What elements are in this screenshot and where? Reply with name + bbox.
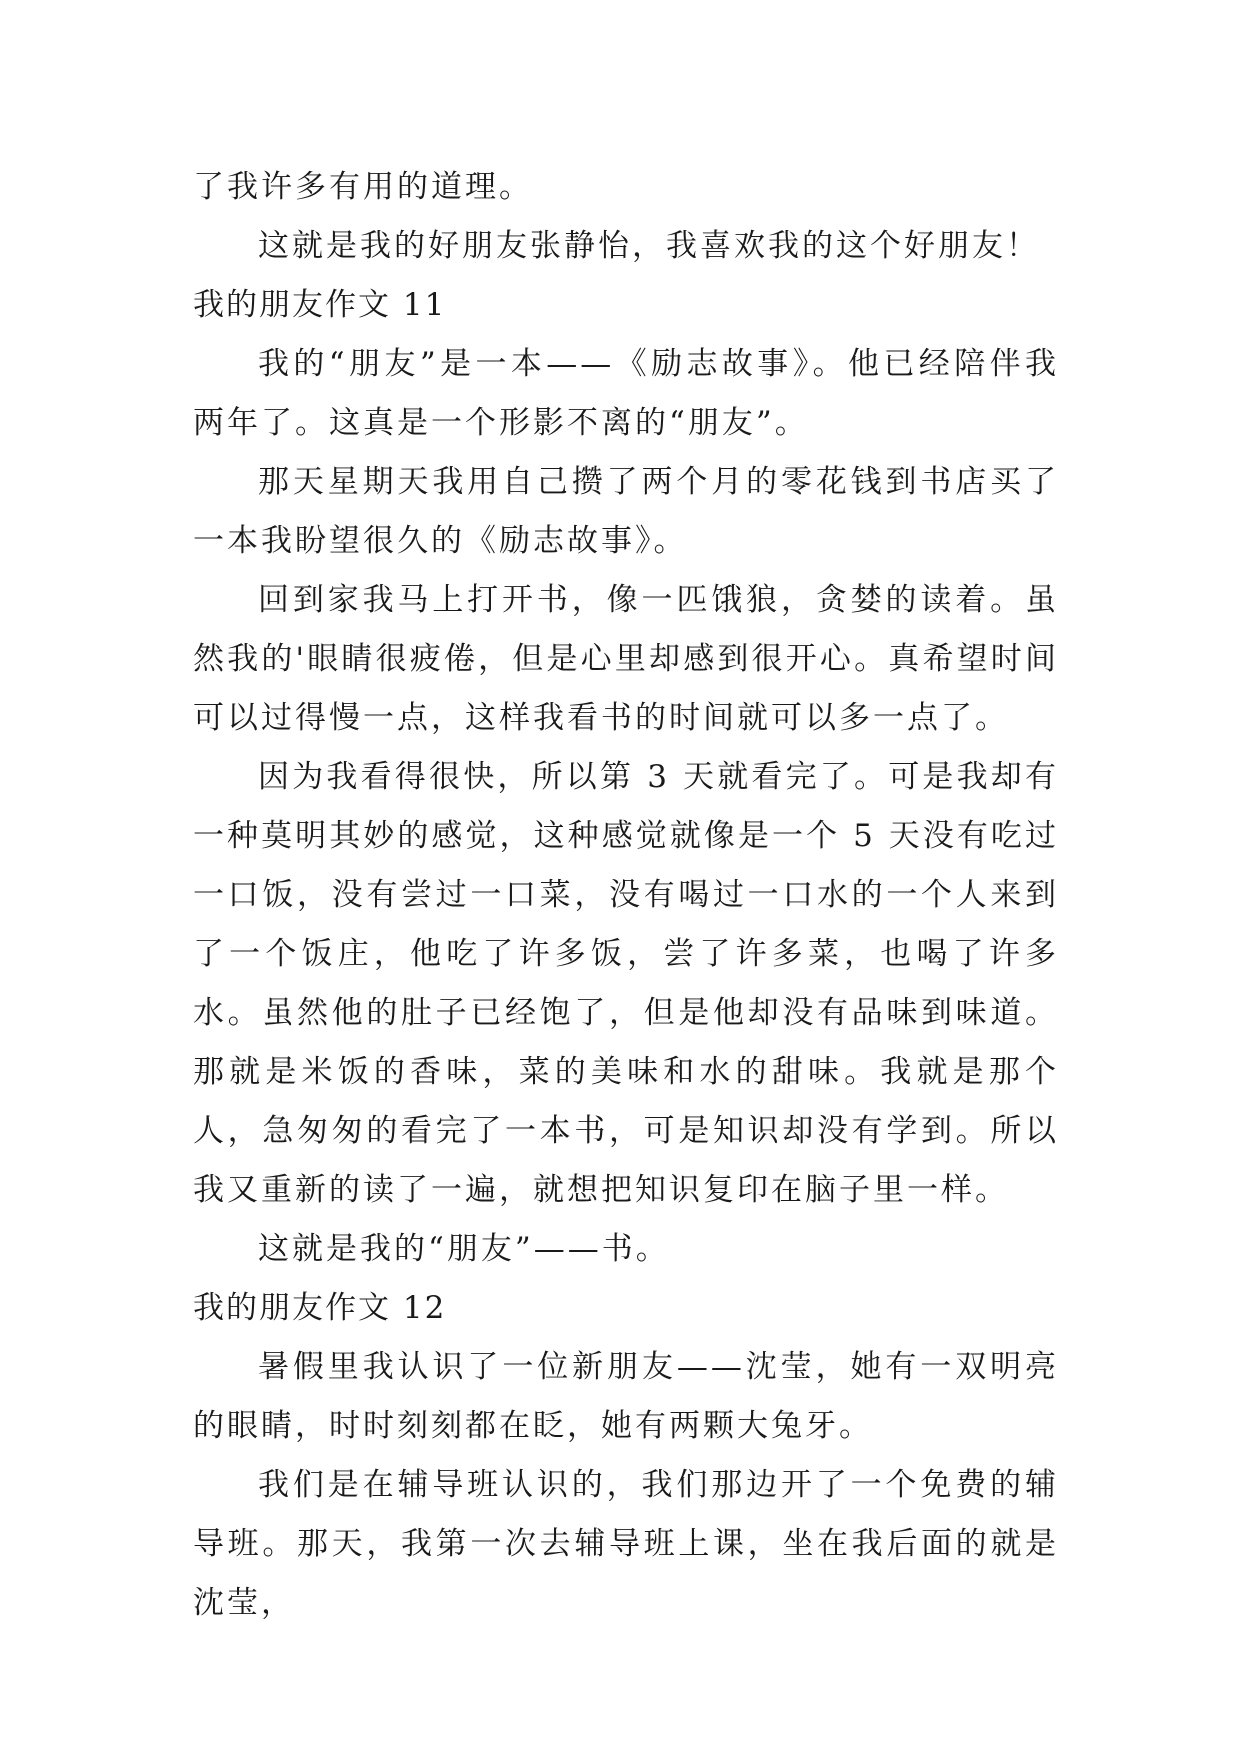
paragraph: 暑假里我认识了一位新朋友——沈莹，她有一双明亮的眼睛，时时刻刻都在眨，她有两颗大兔牙。 — [193, 1349, 1059, 1444]
document-page — [193, 158, 1059, 1633]
paragraph: 回到家我马上打开书，像一匹饿狼，贪婪的读着。虽然我的'眼睛很疲倦，但是心里却感到很开心。真希望时间可以过得慢一点，这样我看书的时间就可以多一点了。 — [193, 582, 1059, 736]
section-title-11: 我的朋友作文 11 — [193, 287, 447, 323]
section-title-12: 我的朋友作文 12 — [193, 1290, 447, 1326]
paragraph: 我们是在辅导班认识的，我们那边开了一个免费的辅导班。那天，我第一次去辅导班上课，坐在我后面的就是沈莹， — [193, 1467, 1059, 1621]
paragraph: 那天星期天我用自己攒了两个月的零花钱到书店买了一本我盼望很久的《励志故事》。 — [193, 464, 1059, 559]
continuation-paragraph: 了我许多有用的道理。 — [193, 169, 533, 205]
closing-paragraph: 这就是我的好朋友张静怡，我喜欢我的这个好朋友！ — [258, 228, 1040, 264]
paragraph: 因为我看得很快，所以第 3 天就看完了。可是我却有一种莫明其妙的感觉，这种感觉就像是一个 5 天没有吃过一口饭，没有尝过一口菜，没有喝过一口水的一个人来到了一个饭庄，他吃了许多饭，尝了许多菜，也喝了许多水。虽然他的肚子已经饱了，但是他却没有品味到味道。那就是米饭的香味，菜的美味和水的甜味。我就是那个人，急匆匆的看完了一本书，可是知识却没有学到。所以我又重新的读了一遍，就想把知识复印在脑子里一样。 — [193, 759, 1059, 1208]
paragraph: 我的“朋友”是一本——《励志故事》。他已经陪伴我两年了。这真是一个形影不离的“朋友”。 — [193, 346, 1059, 441]
paragraph: 这就是我的“朋友”——书。 — [258, 1231, 670, 1267]
